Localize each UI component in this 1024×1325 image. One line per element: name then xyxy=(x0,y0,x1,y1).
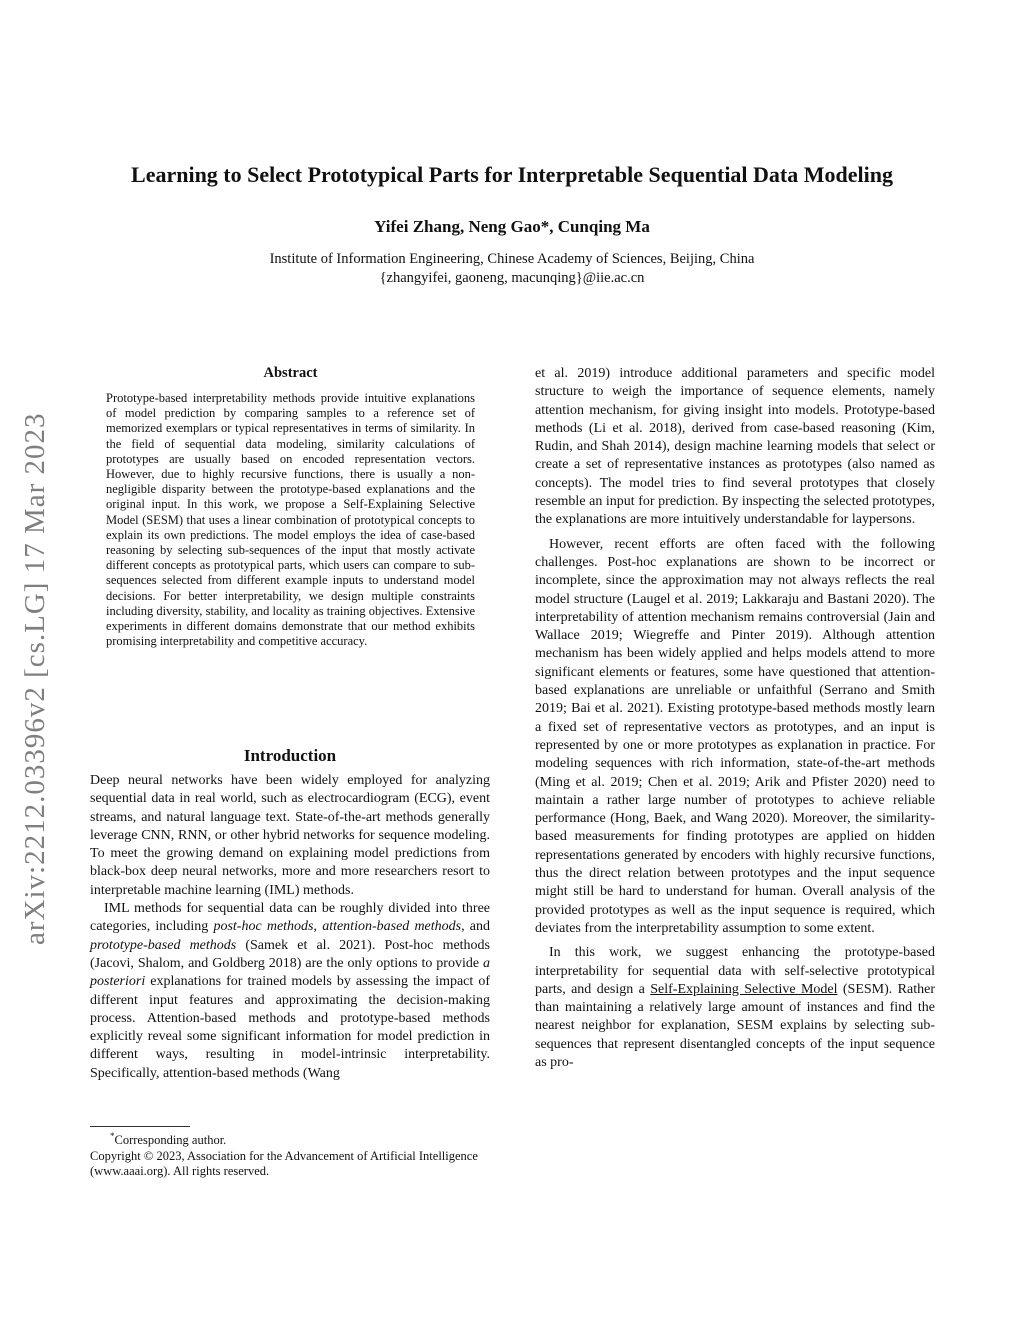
arxiv-stamp: arXiv:2212.03396v2 [cs.LG] 17 Mar 2023 xyxy=(19,412,51,945)
intro-paragraph-4: However, recent efforts are often faced with the following challenges. Post-hoc explanations are shown to be incorrect or incomplete, since the approximation may not always reflects the real model structure (Laugel et al. 2019; Lakkaraju and Bastani 2020). The interpretability of attention mechanism remains controversial (Jain and Wallace 2019; Wiegreffe and Pinter 2019). Although attention mechanism has been widely applied and helps models attend to more significant elements or features, some have questioned that attention-based explanations are unreliable or unfaithful (Serrano and Smith 2019; Bai et al. 2021). Existing prototype-based methods mostly learn a fixed set of representative vectors as prototypes, and an input is represented by one or more prototypes as explanation in practice. For modeling sequences with rich information, state-of-the-art methods (Ming et al. 2019; Chen et al. 2019; Arik and Pfister 2020) need to maintain a rather large number of prototypes to achieve reliable performance (Hong, Baek, and Wang 2020). Moreover, the similarity-based measurements for finding prototypes are applied on hidden representations generated by encoders with highly recursive functions, thus the direct relation between prototypes and the input sequence might still be hard to understand for human. Overall analysis of the provided prototypes as well as the input sequence is required, which deviates from the interpretability assumption to some extent. xyxy=(535,536,935,936)
affiliation: Institute of Information Engineering, Chinese Academy of Sciences, Beijing, China xyxy=(269,251,755,267)
footnote xyxy=(90,1129,490,1180)
paper-title: Learning to Select Prototypical Parts for Interpretable Sequential Data Modeling xyxy=(131,162,893,187)
emails: {zhangyifei, gaoneng, macunqing}@iie.ac.cn xyxy=(379,270,645,286)
intro-paragraph-2: IML methods for sequential data can be roughly divided into three categories, including post-hoc methods, attention-based methods, and prototype-based methods (Samek et al. 2021). Post-hoc methods (Jacovi, Shalom, and Goldberg 2018) are the only options to provide a posteriori explanations for trained models by assessing the impact of different input features and approximating the decision-making process. Attention-based methods and prototype-based methods explicitly reveal some significant information for model prediction in different ways, resulting in model-intrinsic interpretability. Specifically, attention-based methods (Wang xyxy=(90,901,491,1081)
intro-paragraph-5: In this work, we suggest enhancing the prototype-based interpretability for sequential data with self-selective prototypical parts, and design a Self-Explaining Selective Model (SESM). Rather than maintaining a relatively large amount of instances and find the nearest neighbor for explanation, SESM explains by selecting sub-sequences that represent disentangled concepts of the input sequence as pro- xyxy=(535,945,935,1070)
affiliation-block xyxy=(40,250,984,288)
intro-paragraph-1: Deep neural networks have been widely employed for analyzing sequential data in real world, such as electrocardiogram (ECG), event streams, and natural language text. State-of-the-art methods generally leverage CNN, RNN, or other hybrid networks for sequence modeling. To meet the growing demand on explaining model predictions from black-box deep neural networks, more and more researchers resort to interpretable machine learning (IML) methods. xyxy=(90,773,490,898)
abstract-text: Prototype-based interpretability methods provide intuitive explanations of model prediction by comparing samples to a reference set of memorized exemplars or typical representatives in terms of similarity. In the field of sequential data modeling, similarity calculations of prototypes are usually based on encoded representation vectors. However, due to highly recursive functions, there is usually a non-negligible disparity between the prototype-based explanations and the original input. In this work, we propose a Self-Explaining Selective Model (SESM) that uses a linear combination of prototypical concepts to explain its own predictions. The model employs the idea of case-based reasoning by selecting sub-sequences of the input that mostly activate different concepts as prototypical parts, which users can compare to sub-sequences selected from different example inputs to understand model decisions. For better interpretability, we design multiple constraints including diversity, stability, and locality as training objectives. Extensive experiments in different domains demonstrate that our method exhibits promising interpretability and competitive accuracy. xyxy=(106,391,475,649)
author-list: Yifei Zhang, Neng Gao*, Cunqing Ma xyxy=(374,217,650,236)
abstract-heading: Abstract xyxy=(263,365,318,381)
left-column xyxy=(90,772,490,1083)
copyright-notice: Copyright © 2023, Association for the Advancement of Artificial Intelligence (www.aaai.org). All rights reserved. xyxy=(90,1148,478,1179)
footnote-mark: * xyxy=(110,1131,115,1141)
intro-paragraph-3: et al. 2019) introduce additional parameters and specific model structure to weigh the importance of sequence elements, namely attention mechanism, for giving insight into models. Prototype-based methods (Li et al. 2018), derived from case-based reasoning (Kim, Rudin, and Shah 2014), design machine learning models that select or create a set of representative instances as prototypes (also named as concepts). The model tries to find several prototypes that closely resemble an input for prediction. By inspecting the selected prototypes, the explanations are more intuitively understandable for laypersons. xyxy=(535,366,935,528)
footnote-text: Corresponding author. xyxy=(114,1133,227,1148)
model-name: Self-Explaining Selective Model xyxy=(650,981,838,997)
footnote-divider xyxy=(90,1126,190,1127)
introduction-heading: Introduction xyxy=(243,746,337,765)
right-column xyxy=(535,365,935,1072)
